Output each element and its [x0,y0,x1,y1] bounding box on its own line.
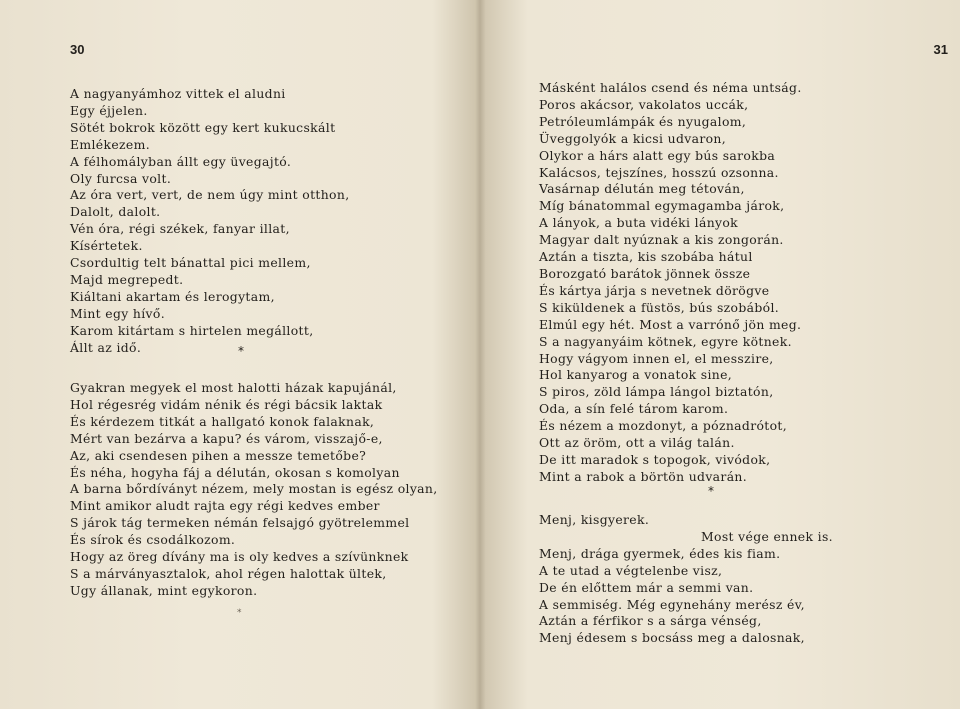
verse-line: Vén óra, régi székek, fanyar illat, [70,221,290,237]
left-stanza-2 [70,380,438,600]
bottom-mark: * [237,608,242,618]
verse-line: Üveggolyók a kicsi udvaron, [539,130,727,146]
verse-line: A te utad a végtelenbe visz, [539,562,723,578]
verse-line: És néha, hogyha fáj a délután, okosan s komolyan [70,464,400,480]
verse-line: Az óra vert, vert, de nem úgy mint otthon, [70,187,350,203]
verse-line: De én előttem már a semmi van. [539,579,754,595]
verse-line: Aztán a tiszta, kis szobába hátul [539,249,753,265]
verse-line: Hol kanyarog a vonatok sine, [539,367,733,383]
verse-line: Sötét bokrok között egy kert kukucskált [70,119,336,135]
verse-line: Kalácsos, tejszínes, hosszú ozsonna. [539,164,779,180]
verse-line: Oda, a sín felé tárom karom. [539,401,729,417]
verse-line: S járok tág termeken némán felsajgó gyötrelemmel [70,515,410,531]
verse-line: S a márványasztalok, ahol régen halottak ültek, [70,565,387,581]
verse-line: Elmúl egy hét. Most a varrónő jön meg. [539,316,802,332]
verse-line: Menj, kisgyerek. [539,512,650,527]
left-stanza-1 [70,86,350,357]
verse-line: De itt maradok s topogok, vivódok, [539,451,771,467]
verse-line: És nézem a mozdonyt, a póznadrótot, [539,418,788,434]
right-stanza-2 [539,512,833,647]
verse-line: Ugy állanak, mint egykoron. [70,582,258,598]
verse-line: Magyar dalt nyúznak a kis zongorán. [539,232,784,248]
verse-line: Gyakran megyek el most halotti házak kapujánál, [70,380,397,395]
verse-line: A semmiség. Még egynehány merész év, [539,596,805,612]
right-stanza-1 [539,80,802,486]
verse-line: Most vége ennek is. [701,528,833,544]
verse-line: Kísértetek. [70,238,143,254]
verse-line: Míg bánatommal egymagamba járok, [539,198,785,214]
verse-line: Menj, drága gyermek, édes kis fiam. [539,545,781,561]
verse-line: A nagyanyámhoz vittek el aludni [70,86,286,101]
verse-line: Oly furcsa volt. [70,170,172,186]
verse-line: Csordultig telt bánattal pici mellem, [70,255,311,271]
page-number-right: 31 [933,42,948,57]
verse-line: Állt az idő. [70,339,142,355]
verse-line: Az, aki csendesen pihen a messze temetőbe? [70,447,367,463]
verse-line: Egy éjjelen. [70,102,148,118]
verse-line: És sírok és csodálkozom. [70,532,236,548]
verse-line: Petróleumlámpák és nyugalom, [539,113,747,129]
verse-line: Borozgató barátok jönnek össze [539,265,751,281]
right-page [482,0,960,709]
verse-line: És kártya járja s nevetnek dörögve [539,282,770,298]
verse-line: Olykor a hárs alatt egy bús sarokba [539,147,776,163]
verse-line: Hogy az öreg dívány ma is oly kedves a szívünknek [70,549,409,565]
verse-line: Ott az öröm, ott a világ talán. [539,435,735,451]
verse-line: Poros akácsor, vakolatos uccák, [539,96,749,112]
left-page [0,0,478,709]
verse-line: Vasárnap délután meg tétován, [539,181,745,197]
verse-line: Mint amikor aludt rajta egy régi kedves ember [70,498,380,514]
verse-line: Hogy vágyom innen el, el messzire, [539,350,774,366]
verse-line: Hol régesrég vidám nénik és régi bácsik laktak [70,396,383,412]
verse-line: Másként halálos csend és néma untság. [539,80,802,95]
verse-line: A barna bőrdíványt nézem, mely mostan is egész olyan, [70,481,438,497]
verse-line: Majd megrepedt. [70,271,184,287]
verse-line: Mért van bezárva a kapu? és várom, visszajő-e, [70,430,383,446]
verse-line: S kiküldenek a füstös, bús szobából. [539,299,780,315]
stanza-separator: * [238,344,244,358]
verse-line: Karom kitártam s hirtelen megállott, [70,322,314,338]
verse-line: Dalolt, dalolt. [70,204,161,220]
page-number-left: 30 [70,42,85,57]
verse-line: A félhomályban állt egy üvegajtó. [70,153,292,169]
verse-line: Mint a rabok a börtön udvarán. [539,468,748,484]
verse-line: S piros, zöld lámpa lángol biztatón, [539,384,774,400]
verse-line: S a nagyanyáim kötnek, egyre kötnek. [539,333,792,349]
verse-line: Mint egy hívő. [70,305,165,321]
verse-line: Menj édesem s bocsáss meg a dalosnak, [539,630,805,646]
verse-line: És kérdezem titkát a hallgató konok falaknak, [70,413,375,429]
verse-line: Kiáltani akartam és lerogytam, [70,288,275,304]
verse-line: Aztán a férfikor s a sárga vénség, [539,613,762,629]
stanza-separator: * [708,484,714,498]
verse-line: Emlékezem. [70,136,150,152]
verse-line: A lányok, a buta vidéki lányok [539,215,739,231]
